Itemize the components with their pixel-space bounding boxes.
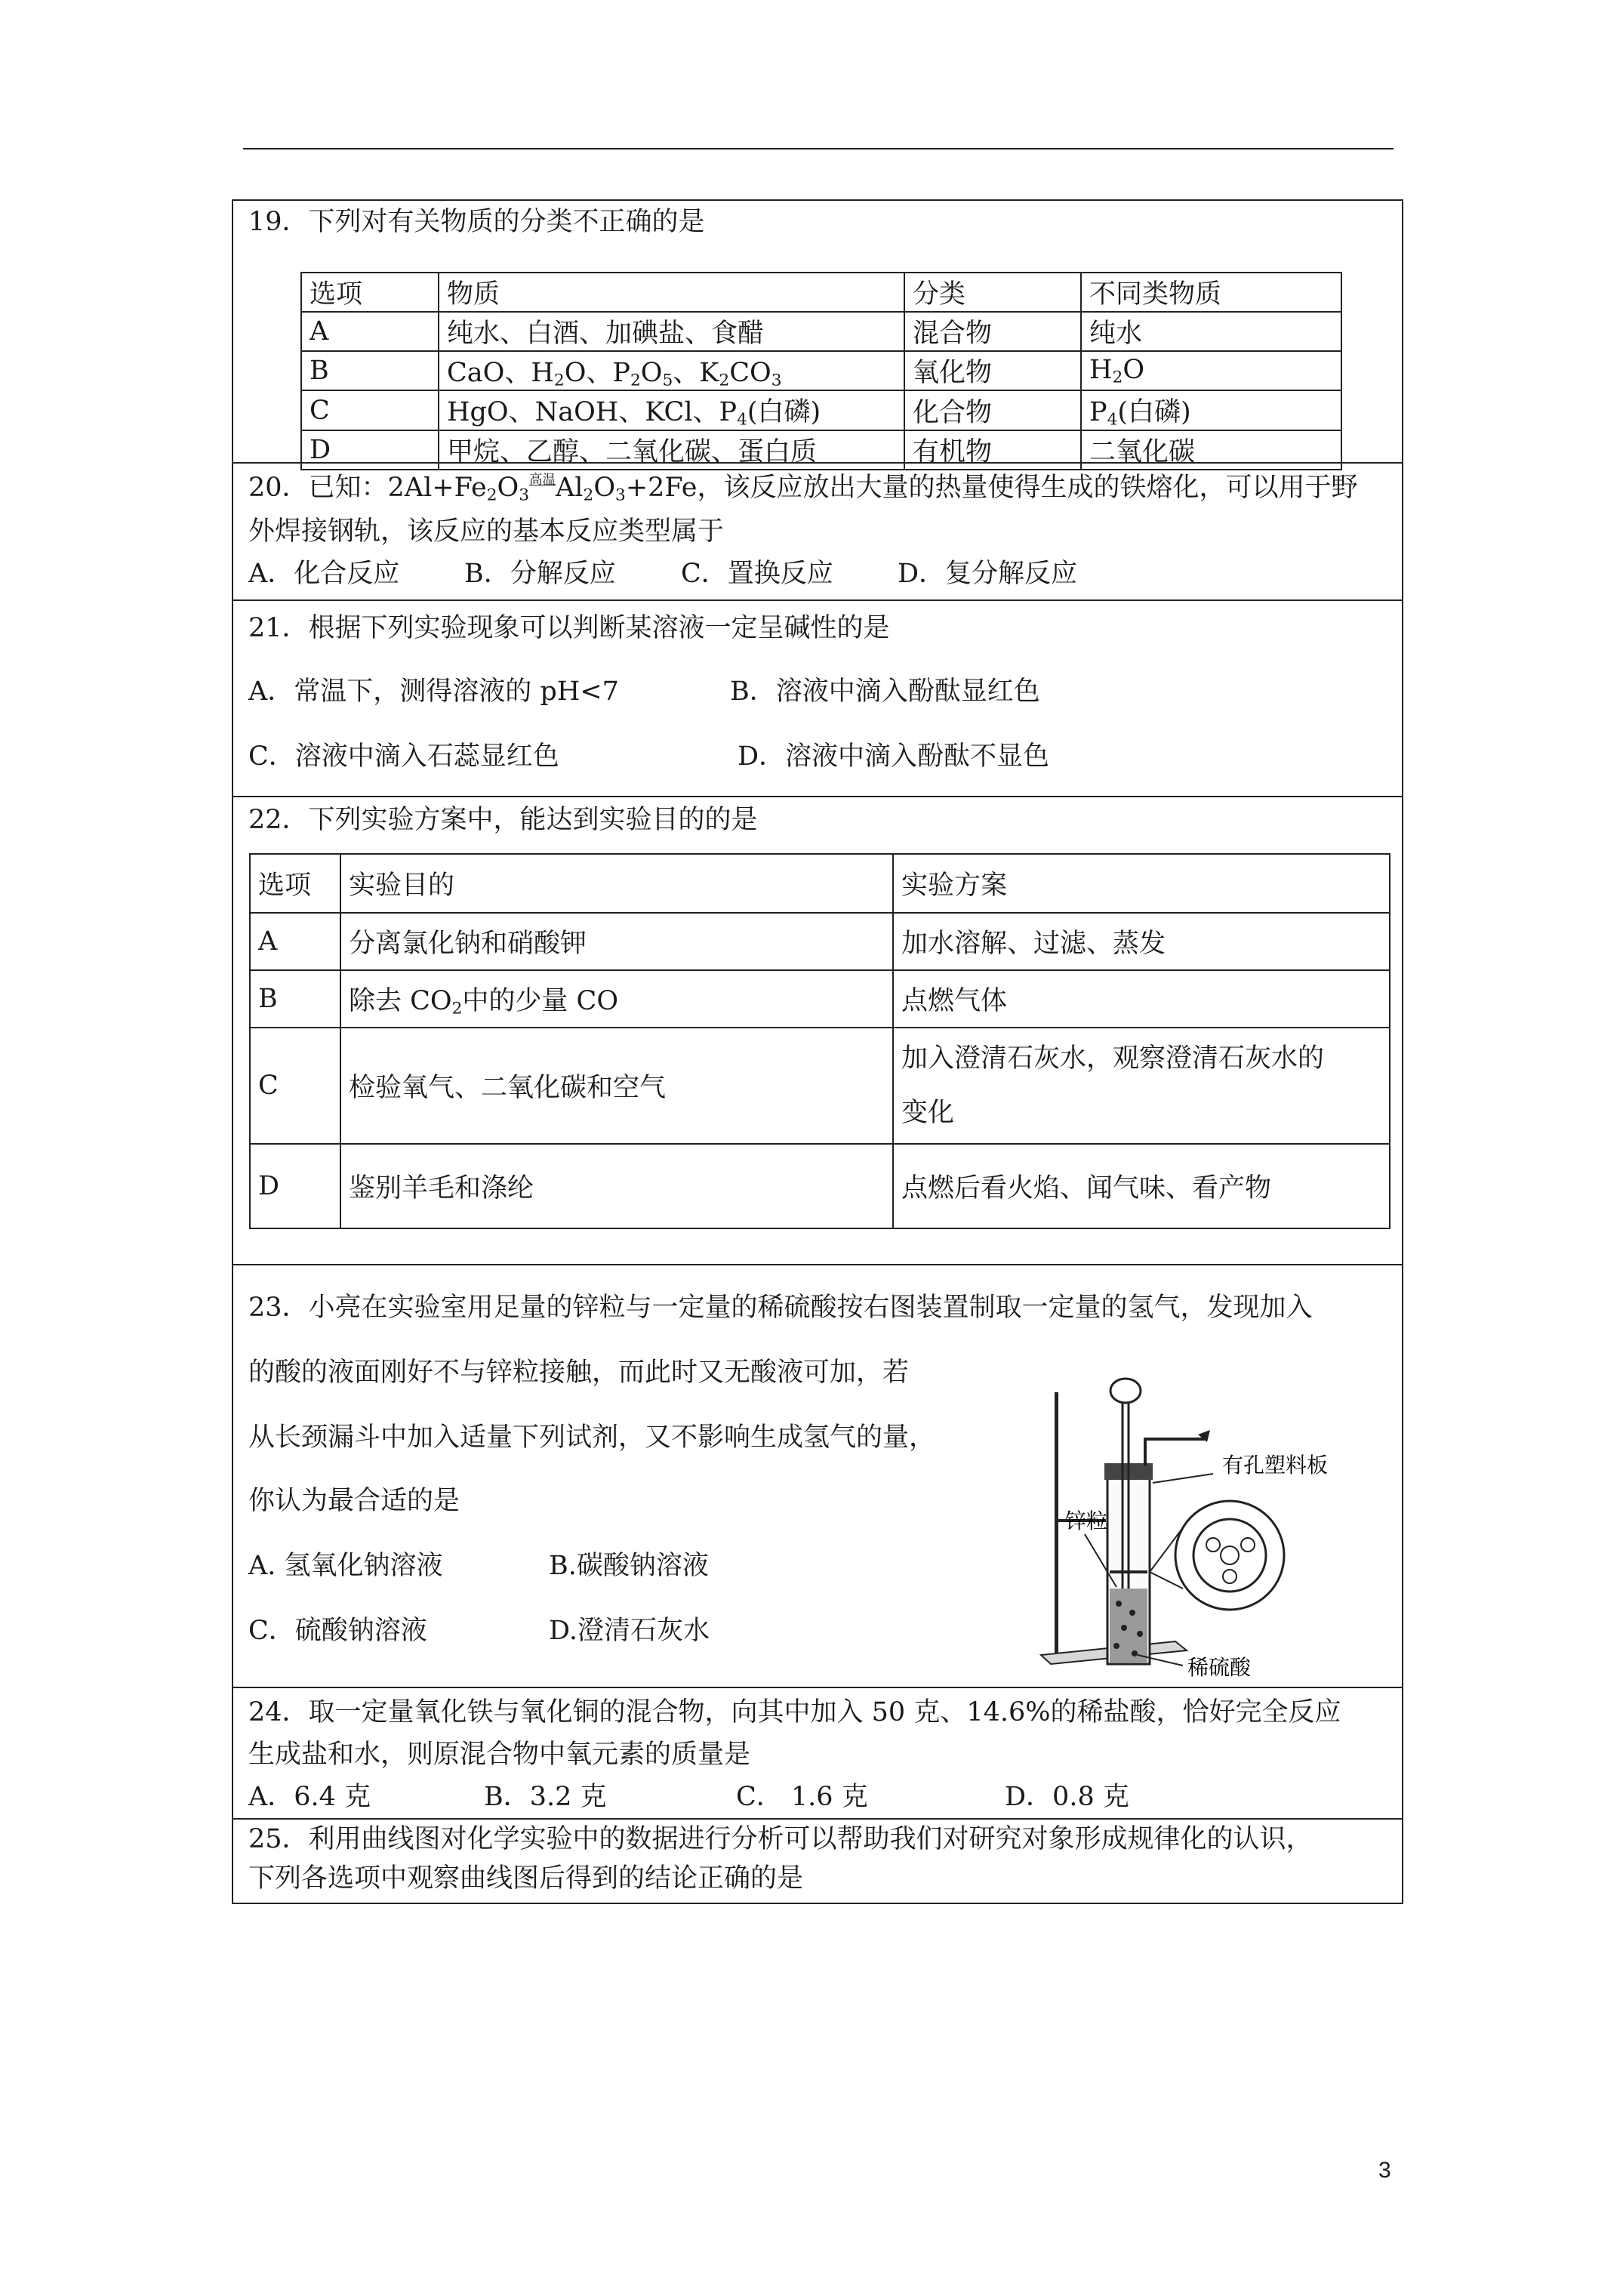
q22-d-plan: 点燃后看火焰、闻气味、看产物 bbox=[893, 1144, 1390, 1228]
q24-line1: 24．取一定量氧化铁与氧化铜的混合物，向其中加入 50 克、14.6%的稀盐酸，恰好完全反应 bbox=[248, 1697, 1341, 1727]
q22-row-b bbox=[250, 970, 1390, 1028]
q19-b-option: B bbox=[301, 351, 439, 390]
q23-line2: 的酸的液面刚好不与锌粒接触，而此时又无酸液可加，若 bbox=[248, 1358, 910, 1388]
q23-option-c: C．硫酸钠溶液 bbox=[248, 1616, 427, 1646]
q20-option-b: B．分解反应 bbox=[464, 559, 616, 589]
q19-c-substance: HgO、NaOH、KCl、$P_4$(白磷) bbox=[439, 390, 904, 430]
q19-b-different: $H_2O$ bbox=[1081, 351, 1341, 390]
label-dilute-acid: 稀硫酸 bbox=[1187, 1655, 1252, 1680]
q22-c-option: C bbox=[250, 1028, 340, 1144]
q25-line1: 25．利用曲线图对化学实验中的数据进行分析可以帮助我们对研究对象形成规律化的认识， bbox=[248, 1824, 1313, 1854]
q19-b-class: 氧化物 bbox=[904, 351, 1081, 390]
q20-line1: 20．已知：$2Al+Fe_2O_3^{高温}Al_2O_3+2Fe$，该反应放出大量的热量使得生成的铁熔化，可以用于野 bbox=[248, 473, 1358, 505]
q24-option-c: C． 1.6 克 bbox=[736, 1782, 868, 1812]
q20-condition: 高温 bbox=[529, 473, 556, 488]
q21-option-c: C．溶液中滴入石蕊显红色 bbox=[248, 741, 559, 772]
q22-a-plan: 加水溶解、过滤、蒸发 bbox=[893, 913, 1390, 970]
question-25 bbox=[233, 1820, 1402, 1904]
q22-a-option: A bbox=[250, 913, 340, 970]
q19-header-option: 选项 bbox=[301, 273, 439, 312]
q19-row-c bbox=[301, 390, 1341, 430]
q22-a-goal: 分离氯化钠和硝酸钾 bbox=[340, 913, 893, 970]
q19-a-option: A bbox=[301, 312, 439, 351]
plate-detail-outer bbox=[1175, 1501, 1284, 1610]
q24-option-d: D．0.8 克 bbox=[1005, 1782, 1129, 1812]
q24-option-a: A．6.4 克 bbox=[248, 1782, 371, 1812]
q19-stem: 19．下列对有关物质的分类不正确的是 bbox=[248, 207, 705, 237]
q23-line4: 你认为最合适的是 bbox=[248, 1486, 460, 1516]
q19-a-class: 混合物 bbox=[904, 312, 1081, 351]
header-rule bbox=[243, 148, 1394, 149]
q19-d-substance: 甲烷、乙醇、二氧化碳、蛋白质 bbox=[439, 430, 904, 470]
acid-liquid bbox=[1110, 1589, 1147, 1663]
q22-b-option: B bbox=[250, 970, 340, 1028]
q23-line3: 从长颈漏斗中加入适量下列试剂，又不影响生成氢气的量， bbox=[248, 1422, 936, 1453]
q22-header-plan: 实验方案 bbox=[893, 854, 1390, 913]
q19-d-option: D bbox=[301, 430, 439, 470]
q23-apparatus-figure bbox=[1032, 1370, 1364, 1681]
q22-d-option: D bbox=[250, 1144, 340, 1228]
q22-row-a bbox=[250, 913, 1390, 970]
q19-a-substance: 纯水、白酒、加碘盐、食醋 bbox=[439, 312, 904, 351]
label-zinc: 锌粒 bbox=[1065, 1509, 1108, 1533]
q22-header-goal: 实验目的 bbox=[340, 854, 893, 913]
page-number: 3 bbox=[1378, 2158, 1391, 2183]
question-24 bbox=[233, 1688, 1402, 1820]
question-20 bbox=[233, 464, 1402, 601]
q23-option-d: D.澄清石灰水 bbox=[549, 1616, 710, 1646]
q21-option-d: D．溶液中滴入酚酞不显色 bbox=[738, 741, 1050, 772]
q20-option-d: D．复分解反应 bbox=[898, 559, 1078, 589]
q22-row-c bbox=[250, 1028, 1390, 1144]
q22-row-d bbox=[250, 1144, 1390, 1228]
q19-c-option: C bbox=[301, 390, 439, 430]
q23-line1: 23．小亮在实验室用足量的锌粒与一定量的稀硫酸按右图装置制取一定量的氢气，发现加入 bbox=[248, 1293, 1313, 1323]
q22-b-goal: 除去 $CO_2$中的少量 CO bbox=[340, 970, 893, 1028]
q23-option-a: A. 氢氧化钠溶液 bbox=[248, 1551, 443, 1581]
q19-table bbox=[300, 272, 1342, 470]
q19-d-class: 有机物 bbox=[904, 430, 1081, 470]
label-perforated-plate: 有孔塑料板 bbox=[1222, 1453, 1329, 1478]
funnel-bulb bbox=[1110, 1379, 1141, 1403]
question-frame bbox=[232, 199, 1403, 1904]
q20-line2: 外焊接钢轨，该反应的基本反应类型属于 bbox=[248, 516, 725, 547]
q22-b-plan: 点燃气体 bbox=[893, 970, 1390, 1028]
q19-header-substance: 物质 bbox=[439, 273, 904, 312]
q24-line2: 生成盐和水，则原混合物中氧元素的质量是 bbox=[248, 1740, 751, 1770]
q19-a-different: 纯水 bbox=[1081, 312, 1341, 351]
q22-header-option: 选项 bbox=[250, 854, 340, 913]
q21-option-b: B．溶液中滴入酚酞显红色 bbox=[730, 676, 1040, 707]
q22-d-goal: 鉴别羊毛和涤纶 bbox=[340, 1144, 893, 1228]
q21-option-a: A．常温下，测得溶液的 pH<7 bbox=[248, 676, 619, 707]
question-23 bbox=[233, 1265, 1402, 1688]
question-22 bbox=[233, 797, 1402, 1265]
q19-header-different: 不同类物质 bbox=[1081, 273, 1341, 312]
q19-row-a bbox=[301, 312, 1341, 351]
q19-c-different: $P_4$(白磷) bbox=[1081, 390, 1341, 430]
q19-b-substance: CaO、$H_2O$、$P_2O_5$、$K_2CO_3$ bbox=[439, 351, 904, 390]
q22-table bbox=[249, 853, 1390, 1229]
q20-option-a: A．化合反应 bbox=[248, 559, 400, 589]
stand-rod bbox=[1055, 1392, 1058, 1653]
apparatus-drawing bbox=[1032, 1370, 1364, 1681]
question-21 bbox=[233, 601, 1402, 797]
q25-line2: 下列各选项中观察曲线图后得到的结论正确的是 bbox=[248, 1863, 804, 1894]
q22-c-plan: 加入澄清石灰水，观察澄清石灰水的 变化 bbox=[893, 1028, 1390, 1144]
q19-c-class: 化合物 bbox=[904, 390, 1081, 430]
q24-option-b: B．3.2 克 bbox=[484, 1782, 607, 1812]
question-19 bbox=[233, 201, 1402, 467]
q19-d-different: 二氧化碳 bbox=[1081, 430, 1341, 470]
q21-stem: 21．根据下列实验现象可以判断某溶液一定呈碱性的是 bbox=[248, 613, 890, 643]
q22-stem: 22．下列实验方案中，能达到实验目的的是 bbox=[248, 805, 758, 835]
q20-option-c: C．置换反应 bbox=[681, 559, 833, 589]
q22-c-goal: 检验氧气、二氧化碳和空气 bbox=[340, 1028, 893, 1144]
outlet-tube bbox=[1145, 1439, 1207, 1466]
q19-row-b bbox=[301, 351, 1341, 390]
q23-option-b: B.碳酸钠溶液 bbox=[549, 1551, 709, 1581]
q19-header-class: 分类 bbox=[904, 273, 1081, 312]
